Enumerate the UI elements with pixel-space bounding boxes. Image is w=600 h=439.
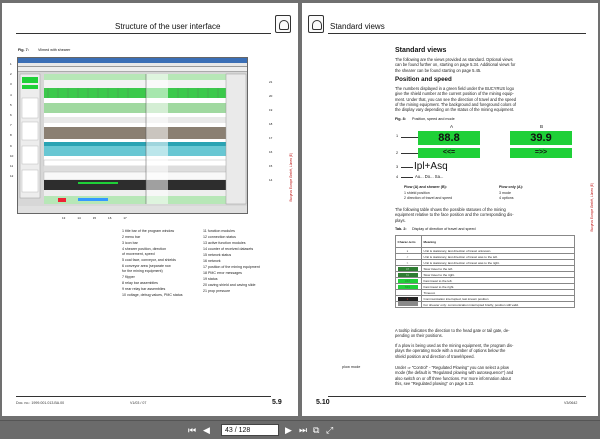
plow-mode-options: Au... Do... Sa... xyxy=(415,174,444,179)
figure-label: Fig. 7: xyxy=(18,48,29,52)
screenshot-graphics xyxy=(18,58,248,214)
callouts-right: 21 20 19 18 17 16 15 14 xyxy=(269,80,273,182)
side-note: Bucyrus Europe GmbH, Lünen (E) xyxy=(289,153,293,202)
callouts-bottom: 13 14 15 16 17 xyxy=(62,216,127,220)
footer-version: V1/03 / 07 xyxy=(130,401,147,405)
bucyrus-logo xyxy=(308,15,324,33)
marker-2: 2 xyxy=(396,151,399,155)
marker-3: 3 xyxy=(396,165,399,169)
page-number: 5.9 xyxy=(272,399,282,406)
callouts-left: 1 2 3 4 5 6 7 8 9 10 11 12 xyxy=(10,62,14,179)
previous-page-button[interactable]: ◀ xyxy=(203,425,210,435)
display-a-position: 88.8 xyxy=(418,131,480,145)
plow-mode-text: Ipl+Asq xyxy=(414,161,448,172)
embedded-screenshot xyxy=(17,57,248,214)
page-header-title: Standard views xyxy=(330,22,385,31)
table-header-meaning: Meaning xyxy=(422,236,575,248)
page-number: 5.10 xyxy=(316,399,330,406)
table-row: x Unit is stationary, last direction of travel unknown. xyxy=(396,248,575,254)
bucyrus-logo xyxy=(275,15,291,33)
section2-text: The numbers displayed in a green field under the BUCYRUS logo give the shield number at the current position of the mining equip- ment. Under that, you can see the direction of travel and the speed of the mining equipment. The background and foreground colors of the display vary depending on the status of the mining equipment. xyxy=(395,86,517,113)
side-note: Bucyrus Europe GmbH, Lünen (E) xyxy=(590,183,594,232)
marker-4-line xyxy=(401,177,413,178)
table-row: <<< Fast travel to the left. xyxy=(396,278,575,284)
header-rule xyxy=(16,33,271,34)
footer-version: V3/0642 xyxy=(564,401,578,405)
marker-2-line xyxy=(401,153,418,154)
under-control-text: Under ⇒ "Control" - "Regulated Plowing" you can select a plow mode (the default is "Regulated plowing with autosequence") and also switch on or off three functions. For more information about this, see "Regulated plowing" on page 5.23. xyxy=(395,365,514,386)
table-title: Display of direction of travel and speed xyxy=(412,227,476,231)
marker-4: 4 xyxy=(396,175,399,179)
pdf-navigation-toolbar xyxy=(0,420,600,439)
table-row: >>> Fast travel to the right. xyxy=(396,284,575,290)
section-title-position-speed: Position and speed xyxy=(395,76,452,83)
table-row: >> Slow travel to the right. xyxy=(396,272,575,278)
display-b-label: B xyxy=(540,124,544,129)
margin-label-plow-mode: plow mode xyxy=(342,365,361,369)
table-intro: The following table shows the possible statuses of the mining equipment relative to the face position and the corresponding dis- plays. xyxy=(395,207,514,223)
next-page-button[interactable]: ▶ xyxy=(285,425,292,435)
plow-legend-b: Plow only (A): 3 mode 4 options xyxy=(499,185,523,200)
display-b-direction: =>> xyxy=(510,148,572,158)
tooltip-text: A tooltip indicates the direction to the head gate or tail gate, de- pending on their positions. xyxy=(395,328,510,339)
table-row: < Unit is stationary, last direction of travel was to the left. xyxy=(396,254,575,260)
footer-rule xyxy=(16,396,271,397)
status-table xyxy=(395,235,575,308)
display-a-direction: <<= xyxy=(418,148,480,158)
page-number-input[interactable]: 43 / 128 xyxy=(221,424,279,436)
last-page-button[interactable]: ⏭ xyxy=(299,425,308,435)
first-page-button[interactable]: ⏮ xyxy=(188,425,197,435)
table-row: x Communication interrupted, last known position xyxy=(396,296,575,302)
table-row: For shearer only: communication interrupted briefly, position still valid. xyxy=(396,302,575,308)
figure-title: Viimed with shearer xyxy=(38,48,71,52)
marker-3-line xyxy=(401,167,413,168)
display-b-position: 39.9 xyxy=(510,131,572,145)
table-row: > Unit is stationary, last direction of travel was to the right. xyxy=(396,260,575,266)
table-header-char: Charac-teris xyxy=(396,236,422,248)
marker-1-line xyxy=(401,137,418,138)
figure-label: Fig. 8: xyxy=(395,117,406,121)
section1-text: The following are the views provided as standard. Optional views can be found further on, starting on page 5.34. Additional views for the shearer can be found starting on page 5.45. xyxy=(395,57,516,73)
plow-legend-a: Plow (A) and shearer (B): 1 shield position 2 direction of travel and speed xyxy=(404,185,453,200)
table-row: Timeout. xyxy=(396,290,575,296)
section-title-standard-views: Standard views xyxy=(395,47,447,54)
right-page xyxy=(302,3,598,416)
left-page: Structure of the user interface Bucyrus Europe GmbH, Lünen (E) Fig. 7: Viimed with shearer 1 2 3 4 5 6 7 8 9 10 11 12 21 20 19 18 17 16 15 14 13 14 15 16 17 1 title bar of the program window 2 menu bar 3 icon bar 4 shearer position, direction of movement, speed 5 coal face, conveyor, and shields 6 conveyor area (separate row for the mining equipment) 7 flipper 8 relay bar assemblies 9 rear relay bar assemblies 10 voltage, debug values, PMC status 11 function modules 12 connection status 13 active function modules 14 counter of received datasets 15 network status 16 network 17 position of the mining equipment 18 PMC error messages 19 status 20 caving shield and caving slide 21 prop pressure Doc. no.: 1999.001.013.BA.00 V1/03 / 07 5.9 xyxy=(2,3,298,416)
table-label: Tab. 2: xyxy=(395,227,407,231)
footer-doc-number: Doc. no.: 1999.001.013.BA.00 xyxy=(16,401,65,405)
fit-page-icon[interactable]: ⤢ xyxy=(326,425,334,435)
header-rule xyxy=(328,33,586,34)
page-header-title: Structure of the user interface xyxy=(115,22,221,31)
figure-title: Position, speed and mode xyxy=(412,117,455,121)
table-row: << Slow travel to the left. xyxy=(396,266,575,272)
plow-mode-text-para: If a plow is being used as the mining equipment, the program dis- plays the operating mode with a number of options below the shield position and direction of travel/speed. xyxy=(395,343,514,359)
marker-1: 1 xyxy=(396,134,399,138)
footer-rule xyxy=(328,396,586,397)
copy-icon[interactable]: ⧉ xyxy=(313,425,320,435)
display-a-label: A xyxy=(450,124,454,129)
